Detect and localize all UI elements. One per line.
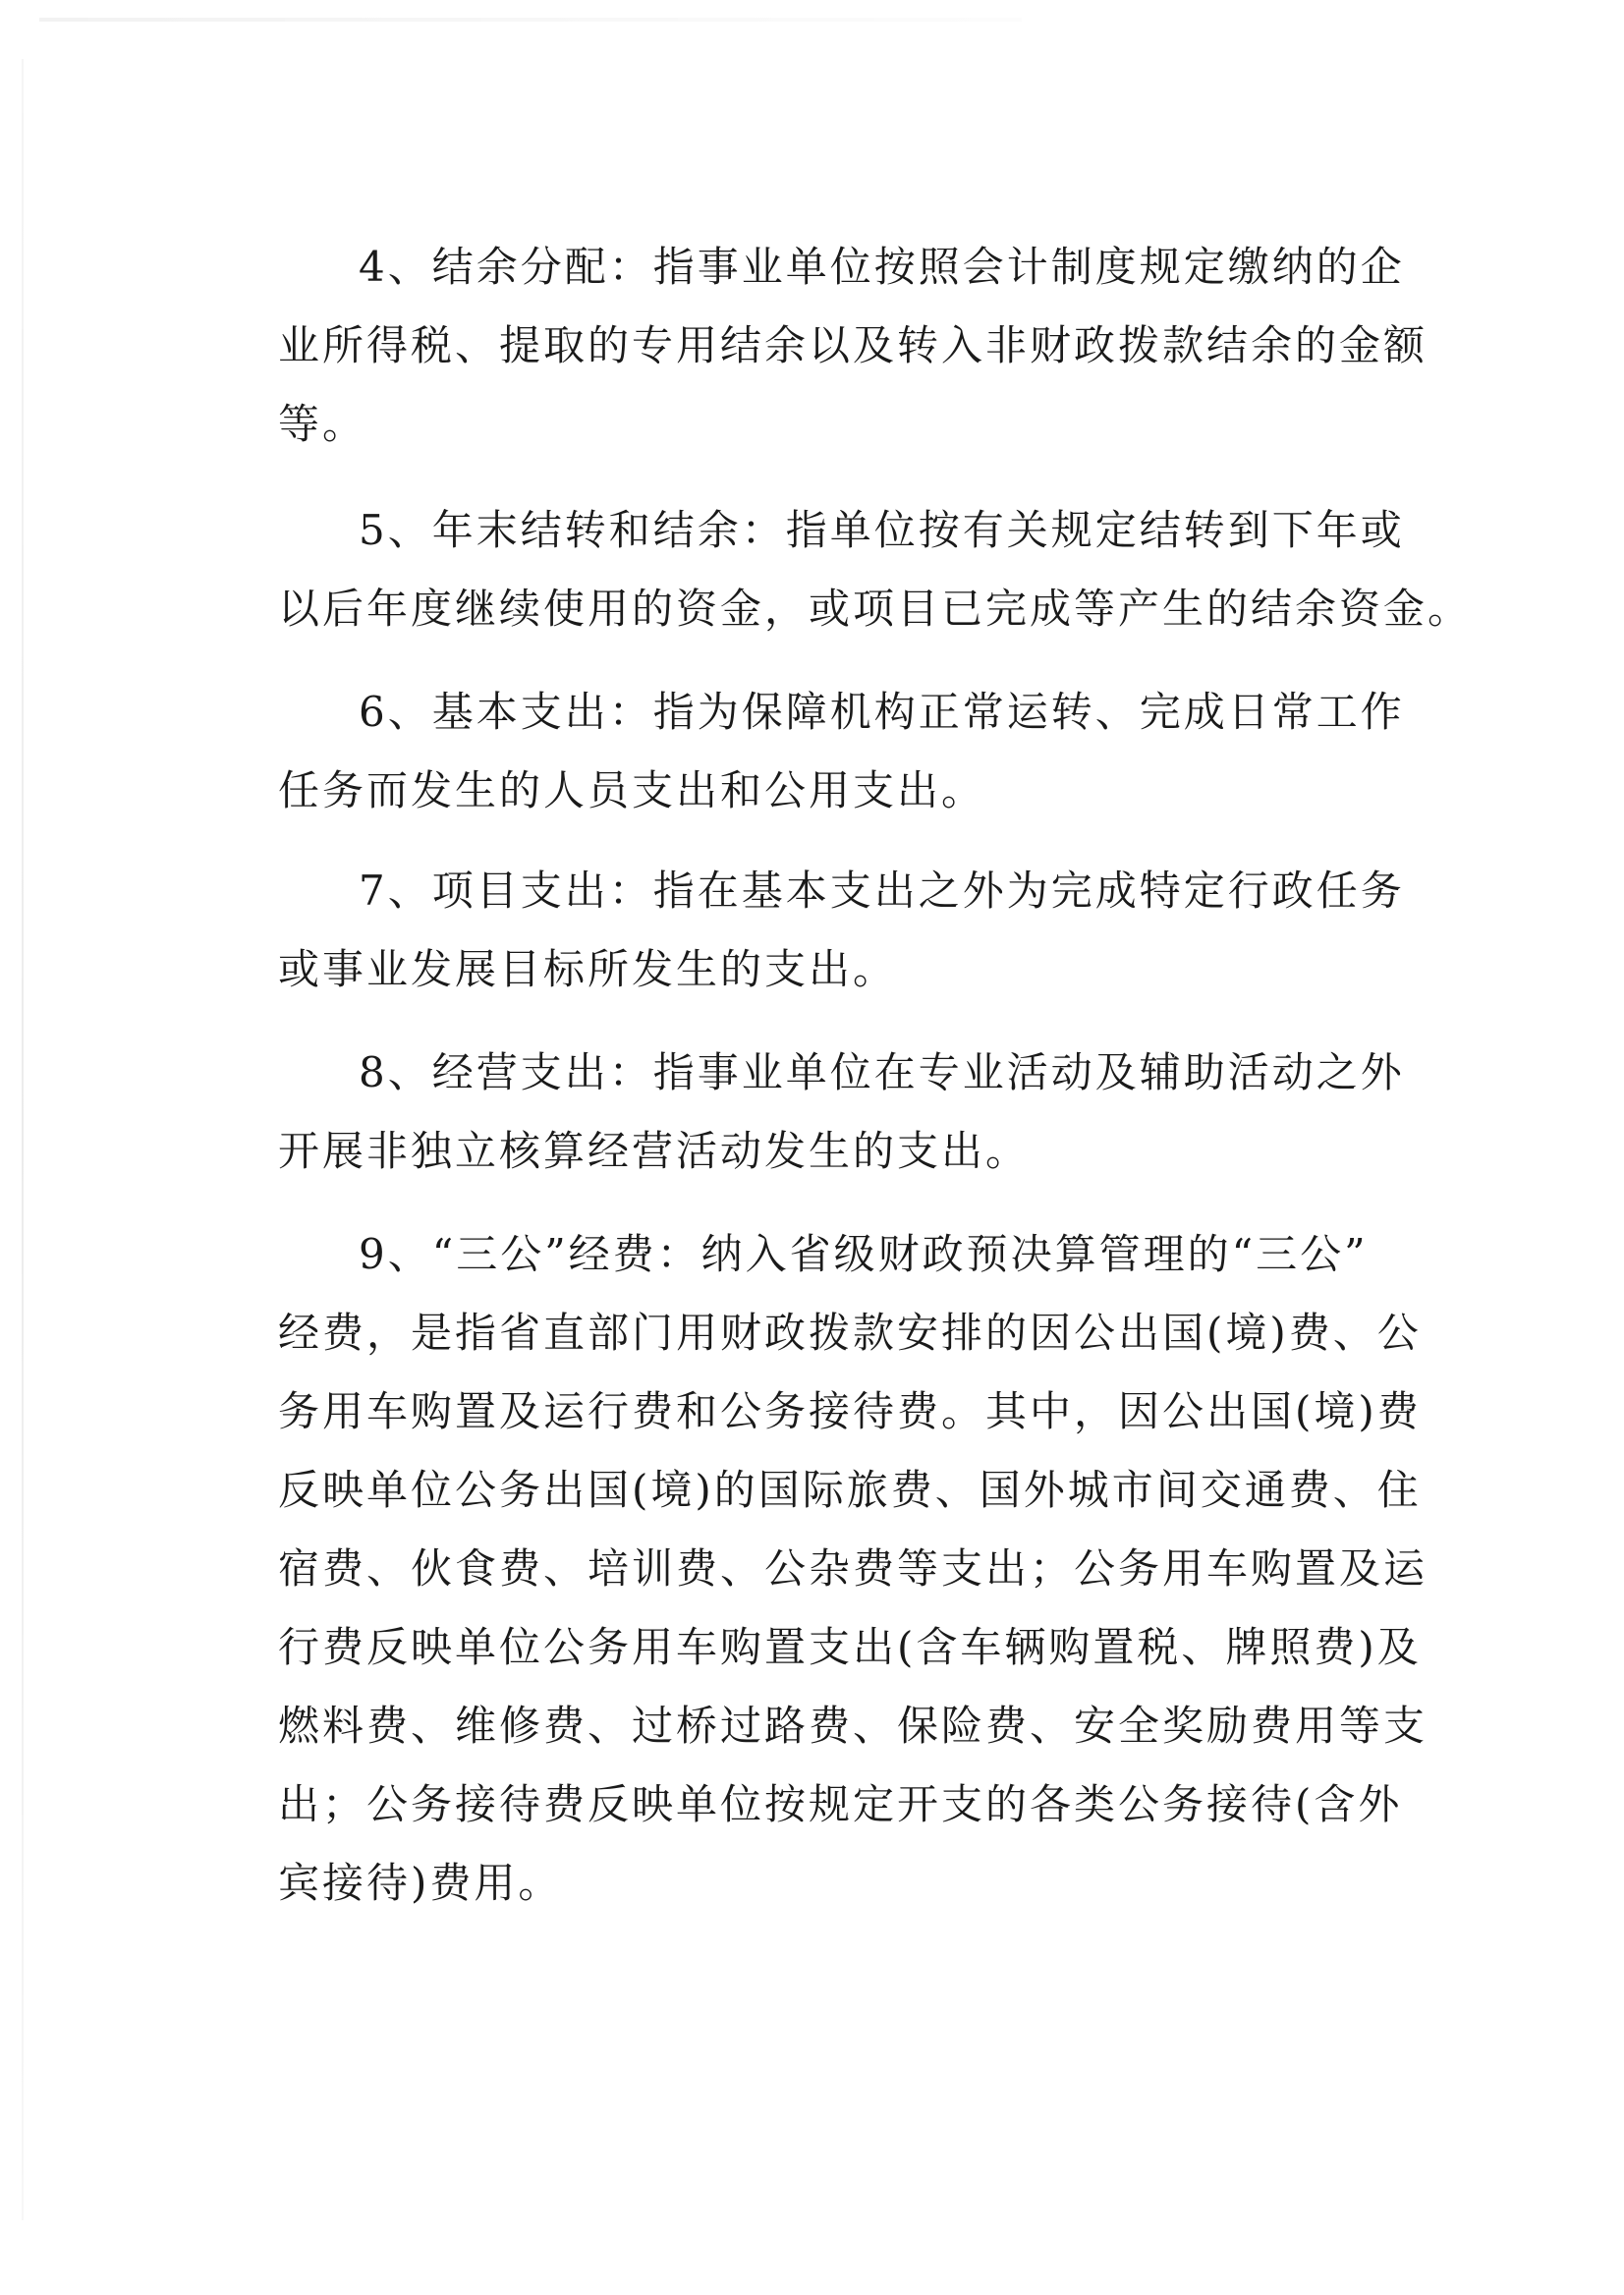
paragraph-line: 以后年度继续使用的资金，或项目已完成等产生的结余资金。 [278, 585, 1473, 633]
paragraph-line: 反映单位公务出国(境)的国际旅费、国外城市间交通费、住 [278, 1466, 1422, 1514]
paragraph-line: 8、经营支出：指事业单位在专业活动及辅助活动之外 [359, 1048, 1405, 1096]
paragraph-line: 5、年末结转和结余：指单位按有关规定结转到下年或 [359, 506, 1405, 554]
paragraph-4-surplus-distribution [278, 228, 1457, 464]
paragraph-5-year-end-carryover [278, 491, 1473, 648]
scan-artifact-edge [22, 59, 24, 2220]
paragraph-line: 务用车购置及运行费和公务接待费。其中，因公出国(境)费 [278, 1387, 1422, 1435]
paragraph-line: 9、“三公”经费：纳入省级财政预决算管理的“三公” [359, 1230, 1369, 1278]
paragraph-7-project-expenditure [278, 852, 1457, 1009]
paragraph-line: 行费反映单位公务用车购置支出(含车辆购置税、牌照费)及 [278, 1623, 1422, 1671]
paragraph-line: 7、项目支出：指在基本支出之外为完成特定行政任务 [359, 867, 1405, 915]
paragraph-line: 燃料费、维修费、过桥过路费、保险费、安全奖励费用等支 [278, 1702, 1428, 1750]
paragraph-line: 开展非独立核算经营活动发生的支出。 [278, 1127, 1031, 1175]
paragraph-9-three-public-expenses [278, 1215, 1457, 1923]
paragraph-8-operating-expenditure [278, 1034, 1457, 1191]
paragraph-6-basic-expenditure [278, 673, 1457, 830]
paragraph-line: 等。 [278, 400, 367, 448]
paragraph-line: 宿费、伙食费、培训费、公杂费等支出；公务用车购置及运 [278, 1544, 1428, 1593]
paragraph-line: 或事业发展目标所发生的支出。 [278, 945, 898, 993]
paragraph-line: 宾接待)费用。 [278, 1859, 563, 1907]
paragraph-line: 任务而发生的人员支出和公用支出。 [278, 766, 986, 814]
paragraph-line: 业所得税、提取的专用结余以及转入非财政拨款结余的金额 [278, 321, 1428, 369]
paragraph-line: 经费，是指省直部门用财政拨款安排的因公出国(境)费、公 [278, 1309, 1422, 1357]
paragraph-line: 4、结余分配：指事业单位按照会计制度规定缴纳的企 [359, 243, 1405, 291]
paragraph-line: 出；公务接待费反映单位按规定开支的各类公务接待(含外 [278, 1780, 1403, 1828]
paragraph-line: 6、基本支出：指为保障机构正常运转、完成日常工作 [359, 688, 1405, 736]
scan-artifact-top [39, 18, 1022, 22]
